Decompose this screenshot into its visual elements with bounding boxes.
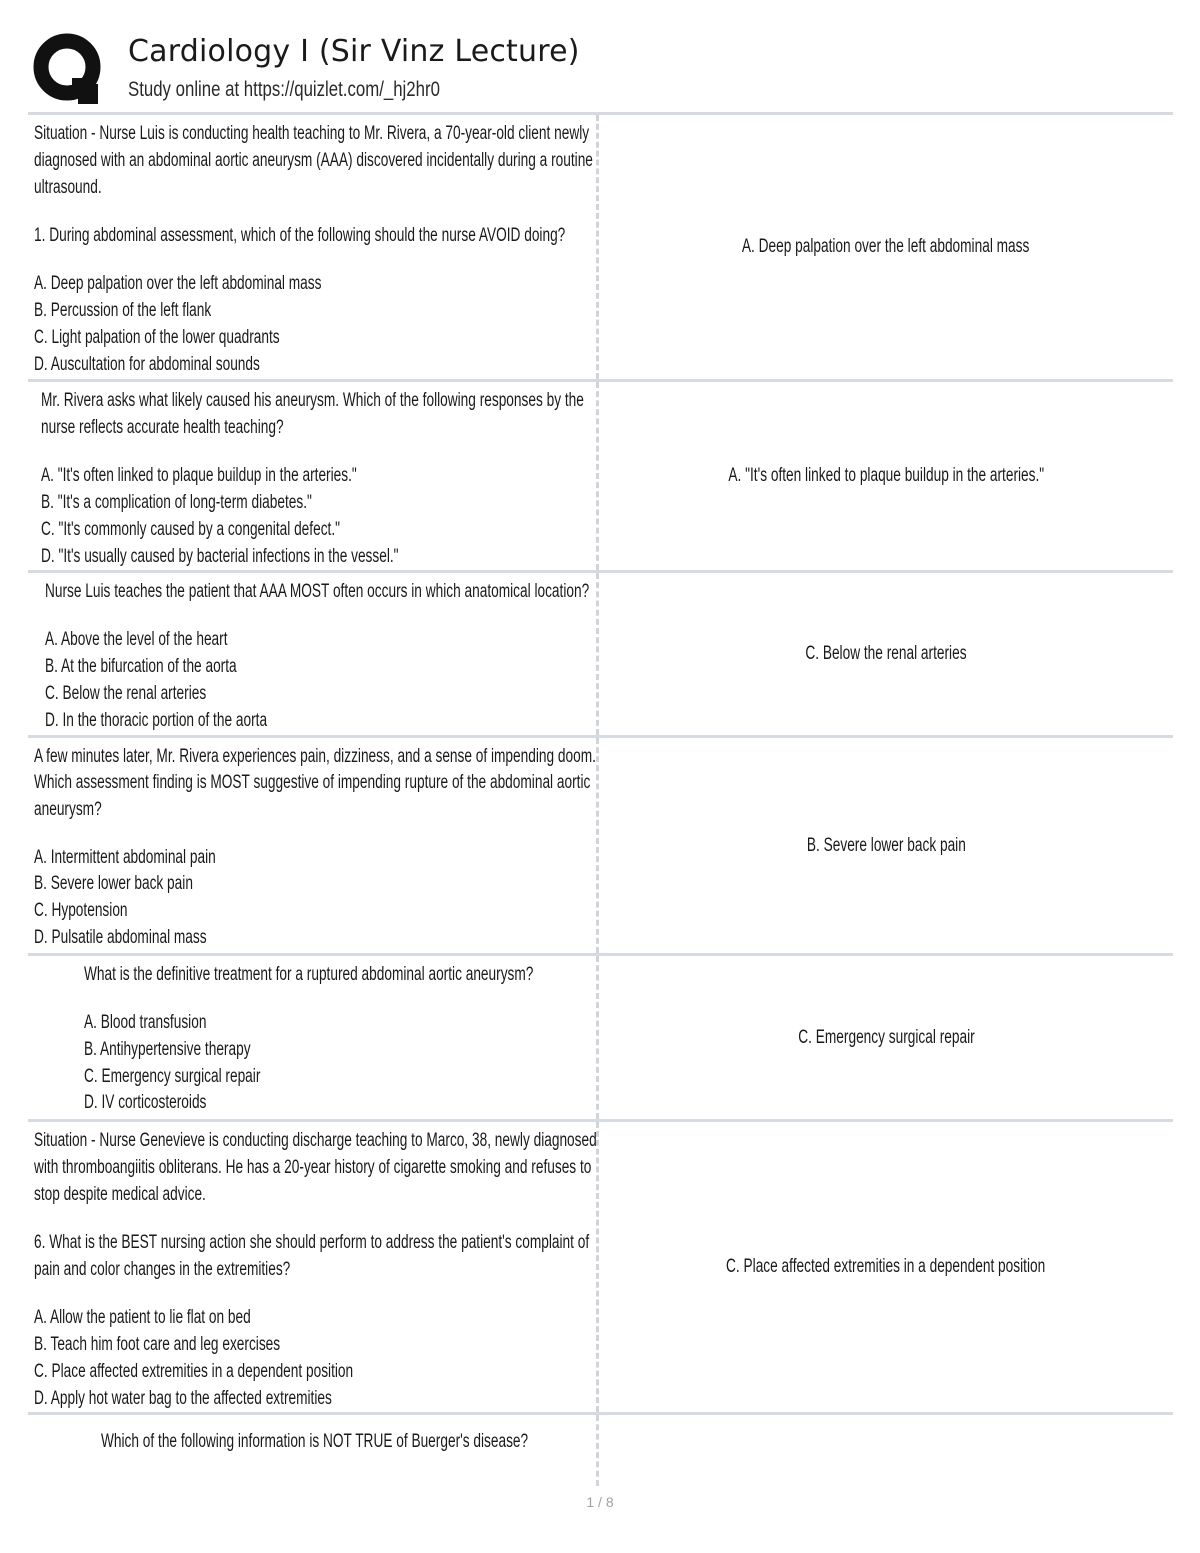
term-line: Mr. Rivera asks what likely caused his aneurysm. Which of the following responses by the xyxy=(41,390,584,411)
term-line: A few minutes later, Mr. Rivera experiences pain, dizziness, and a sense of impending doom. xyxy=(34,746,596,767)
term-line: Which assessment finding is MOST suggestive of impending rupture of the abdominal aortic xyxy=(34,772,591,793)
flashcard-definition xyxy=(599,1122,1173,1412)
term-line: C. Hypotension xyxy=(34,900,128,921)
flashcard-term xyxy=(28,1122,599,1412)
answer-text: A. "It's often linked to plaque buildup in the arteries." xyxy=(728,465,1044,486)
answer-text: C. Emergency surgical repair xyxy=(797,1026,975,1048)
flashcard xyxy=(28,735,1173,953)
study-online-link[interactable]: Study online at https://quizlet.com/_hj2hr0 xyxy=(128,78,440,101)
answer-text: A. Deep palpation over the left abdominal mass xyxy=(742,236,1030,257)
flashcard-definition xyxy=(599,573,1173,735)
flashcard-definition xyxy=(599,738,1173,953)
flashcard-term xyxy=(28,738,599,953)
term-line: A. "It's often linked to plaque buildup in the arteries." xyxy=(41,465,357,486)
flashcard xyxy=(28,1412,1173,1486)
flashcard-term xyxy=(28,956,599,1119)
flashcard xyxy=(28,953,1173,1119)
term-line: A. Deep palpation over the left abdominal mass xyxy=(34,273,322,294)
flashcard-list xyxy=(28,112,1173,1486)
term-line: B. Antihypertensive therapy xyxy=(84,1039,251,1060)
term-line: C. Emergency surgical repair xyxy=(84,1066,261,1087)
flashcard-definition xyxy=(599,115,1173,379)
page-title: Cardiology I (Sir Vinz Lecture) xyxy=(128,34,580,69)
term-line: D. Apply hot water bag to the affected extremities xyxy=(34,1388,332,1409)
term-line: aneurysm? xyxy=(34,799,102,820)
term-line: ultrasound. xyxy=(34,177,102,198)
term-line: D. Pulsatile abdominal mass xyxy=(34,927,207,948)
flashcard xyxy=(28,570,1173,735)
term-line: C. Below the renal arteries xyxy=(45,683,207,704)
term-line: C. "It's commonly caused by a congenital defect." xyxy=(41,519,340,540)
flashcard-term xyxy=(28,115,599,379)
answer-text: C. Below the renal arteries xyxy=(805,643,967,664)
term-line: D. Auscultation for abdominal sounds xyxy=(34,354,260,375)
term-line: 1. During abdominal assessment, which of the following should the nurse AVOID doing? xyxy=(34,225,566,246)
term-line: C. Place affected extremities in a dependent position xyxy=(34,1361,354,1382)
flashcard xyxy=(28,1119,1173,1412)
flashcard-term xyxy=(28,573,599,735)
term-line: D. "It's usually caused by bacterial infections in the vessel." xyxy=(41,546,399,567)
term-line: C. Light palpation of the lower quadrants xyxy=(34,327,280,348)
answer-text: C. Place affected extremities in a dependent position xyxy=(726,1256,1046,1277)
term-line: diagnosed with an abdominal aortic aneurysm (AAA) discovered incidentally during a routine xyxy=(34,150,593,171)
term-line: 6. What is the BEST nursing action she should perform to address the patient's complaint of xyxy=(34,1232,590,1253)
term-line: What is the definitive treatment for a ruptured abdominal aortic aneurysm? xyxy=(84,964,534,985)
term-line: D. In the thoracic portion of the aorta xyxy=(45,710,268,731)
quizlet-logo-icon xyxy=(32,32,106,106)
answer-text: B. Severe lower back pain xyxy=(806,834,966,856)
flashcard-term xyxy=(28,382,599,570)
page-number: 1 / 8 xyxy=(586,1494,614,1510)
flashcard xyxy=(28,379,1173,570)
page-header xyxy=(30,28,1175,108)
term-line: A. Allow the patient to lie flat on bed xyxy=(34,1307,251,1328)
term-line: nurse reflects accurate health teaching? xyxy=(41,417,284,438)
term-line: B. Percussion of the left flank xyxy=(34,300,212,321)
flashcard-definition xyxy=(599,956,1173,1119)
term-line: A. Above the level of the heart xyxy=(45,629,228,650)
flashcard-definition xyxy=(599,382,1173,570)
term-line: Situation - Nurse Genevieve is conducting discharge teaching to Marco, 38, newly diagnosed xyxy=(34,1130,597,1151)
flashcard xyxy=(28,112,1173,379)
term-line: A. Intermittent abdominal pain xyxy=(34,847,216,868)
term-line: Which of the following information is NOT TRUE of Buerger's disease? xyxy=(101,1431,529,1452)
term-line: B. Severe lower back pain xyxy=(34,873,193,894)
term-line: stop despite medical advice. xyxy=(34,1184,206,1205)
term-line: B. "It's a complication of long-term diabetes." xyxy=(41,492,312,513)
flashcard-definition xyxy=(599,1415,1173,1486)
flashcard-term xyxy=(28,1415,599,1486)
term-line: A. Blood transfusion xyxy=(84,1012,207,1033)
term-line: B. Teach him foot care and leg exercises xyxy=(34,1334,281,1355)
term-line: pain and color changes in the extremities? xyxy=(34,1259,291,1280)
term-line: D. IV corticosteroids xyxy=(84,1092,207,1113)
term-line: Nurse Luis teaches the patient that AAA MOST often occurs in which anatomical location? xyxy=(45,581,590,602)
term-line: B. At the bifurcation of the aorta xyxy=(45,656,237,677)
term-line: Situation - Nurse Luis is conducting health teaching to Mr. Rivera, a 70-year-old client newly xyxy=(34,123,590,144)
term-line: with thromboangiitis obliterans. He has a 20-year history of cigarette smoking and refuses to xyxy=(34,1157,592,1178)
